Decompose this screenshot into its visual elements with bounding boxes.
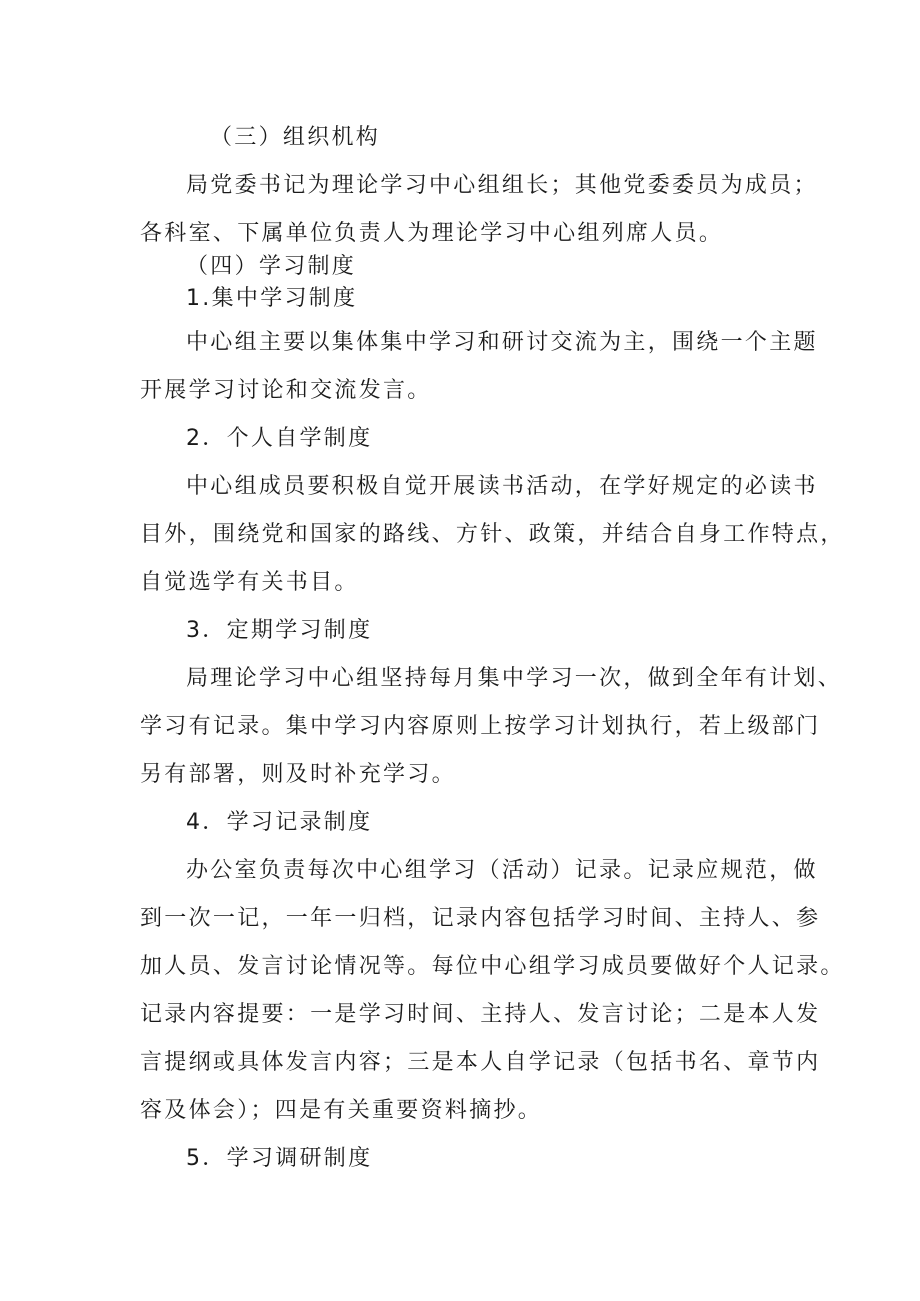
paragraph-line: 自觉选学有关书目。 <box>140 570 359 595</box>
paragraph-line: 各科室、下属单位负责人为理论学习中心组列席人员。 <box>140 221 724 246</box>
paragraph-line: 局党委书记为理论学习中心组组长；其他党委委员为成员； <box>186 173 818 198</box>
paragraph-line: 另有部署，则及时补充学习。 <box>140 762 456 787</box>
item-title-record-system: 4．学习记录制度 <box>186 810 373 835</box>
item-title-centralized-study: 1.集中学习制度 <box>186 286 358 311</box>
paragraph-line: 中心组主要以集体集中学习和研讨交流为主，围绕一个主题 <box>186 330 818 355</box>
paragraph-line: 到一次一记，一年一归档，记录内容包括学习时间、主持人、参 <box>140 906 821 931</box>
paragraph-line: 办公室负责每次中心组学习（活动）记录。记录应规范，做 <box>186 858 818 883</box>
paragraph-line: 局理论学习中心组坚持每月集中学习一次，做到全年有计划、 <box>186 666 843 691</box>
paragraph-line: 目外，围绕党和国家的路线、方针、政策，并结合自身工作特点， <box>140 522 845 547</box>
paragraph-line: 中心组成员要积极自觉开展读书活动，在学好规定的必读书 <box>186 474 818 499</box>
paragraph-line: 记录内容提要：一是学习时间、主持人、发言讨论；二是本人发 <box>140 1002 821 1027</box>
paragraph-line: 学习有记录。集中学习内容原则上按学习计划执行，若上级部门 <box>140 714 821 739</box>
item-title-self-study: 2．个人自学制度 <box>186 426 373 451</box>
section-heading-organization: （三）组织机构 <box>210 125 381 150</box>
paragraph-line: 言提纲或具体发言内容；三是本人自学记录（包括书名、章节内 <box>140 1050 821 1075</box>
section-heading-study-system: （四）学习制度 <box>186 254 357 279</box>
paragraph-line: 开展学习讨论和交流发言。 <box>140 378 432 403</box>
paragraph-line: 加人员、发言讨论情况等。每位中心组学习成员要做好个人记录。 <box>140 954 845 979</box>
item-title-regular-study: 3．定期学习制度 <box>186 618 373 643</box>
item-title-research-system: 5．学习调研制度 <box>186 1146 373 1171</box>
paragraph-line: 容及体会）；四是有关重要资料摘抄。 <box>140 1098 543 1123</box>
